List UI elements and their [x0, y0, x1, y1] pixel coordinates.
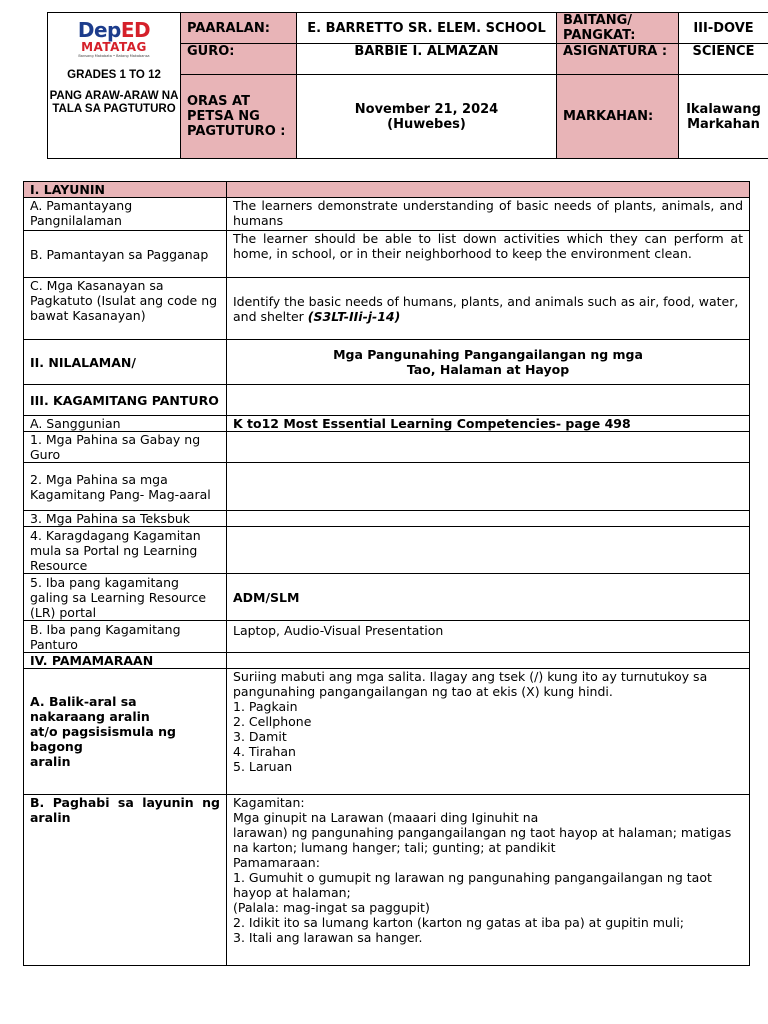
iba-pang-value: ADM/SLM — [227, 574, 750, 621]
matatag-text: MATATAG — [81, 40, 147, 54]
paghabi-line: 2. Idikit ito sa lumang karton (karton ng gatas at iba pa) at gupitin muli; — [233, 915, 685, 930]
markahan-value: Ikalawang Markahan — [679, 75, 768, 159]
oras-date: November 21, 2024 — [354, 101, 499, 117]
grades-label: GRADES 1 TO 12 — [67, 69, 161, 81]
balik-line: Suriing mabuti ang mga salita. Ilagay ang tsek (/) kung ito ay turnutukoy sa pangunahing pangangailangan ng tao at ekis (X) kung hindi. — [233, 669, 708, 699]
paghabi-line: (Palala: mag-ingat sa paggupit) — [233, 900, 430, 915]
iba-kagamitan-value: Laptop, Audio-Visual Presentation — [227, 621, 750, 653]
kagamitan-heading: III. KAGAMITANG PANTURO — [24, 385, 227, 416]
paaralan-label: PAARALAN: — [181, 13, 297, 44]
sanggunian-label: A. Sanggunian — [24, 416, 227, 432]
deped-logo — [54, 19, 174, 59]
paghabi-line: Pamamaraan: — [233, 855, 320, 870]
logo-cell — [48, 13, 181, 159]
kasanayan-value: Identify the basic needs of humans, plants, and animals such as air, food, water, and shelter — [233, 293, 739, 324]
paghabi-line: Mga ginupit na Larawan (maaari ding Iginuhit na — [233, 810, 539, 825]
paghabi-line: larawan) ng pangunahing pangangailangan ng taot hayop at halaman; matigas na karton; lumang hanger; tali; gunting; at pandikit — [233, 825, 732, 855]
layunin-heading-blank — [227, 182, 750, 198]
kasanayan-label: C. Mga Kasanayan sa Pagkatuto (Isulat ang code ng bawat Kasanayan) — [24, 278, 227, 340]
paghabi-line: 3. Itali ang larawan sa hanger. — [233, 930, 423, 945]
iba-kagamitan-label: B. Iba pang Kagamitang Panturo — [24, 621, 227, 653]
nilalaman-value — [227, 340, 750, 385]
pagganap-label: B. Pamantayan sa Pagganap — [24, 231, 227, 278]
balik-line: 4. Tirahan — [233, 744, 296, 759]
paghabi-label: B. Paghabi sa layunin ng aralin — [24, 795, 227, 966]
paghabi-line: 1. Gumuhit o gumupit ng larawan ng pangunahing pangangailangan ng taot hayop at halaman; — [233, 870, 712, 900]
gabay-label: 1. Mga Pahina sa Gabay ng Guro — [24, 432, 227, 463]
guro-value: BARBIE I. ALMAZAN — [297, 44, 557, 75]
header-table — [47, 12, 768, 159]
paghabi-value — [227, 795, 750, 966]
balik-line: 5. Laruan — [233, 759, 293, 774]
oras-day: (Huwebes) — [387, 116, 466, 132]
markahan-label: MARKAHAN: — [557, 75, 679, 159]
pamantayang-value: The learners demonstrate understanding of basic needs of plants, animals, and humans — [227, 198, 750, 231]
balik-line: 3. Damit — [233, 729, 287, 744]
deped-brand-1: Dep — [77, 18, 121, 42]
karagdagang-value — [227, 527, 750, 574]
balik-label — [24, 669, 227, 795]
baitang-label: BAITANG/ PANGKAT: — [557, 13, 679, 44]
kasanayan-value-cell — [227, 278, 750, 340]
kagamitang-pang-value — [227, 463, 750, 511]
balik-line: 2. Cellphone — [233, 714, 312, 729]
paghabi-line: Kagamitan: — [233, 795, 305, 810]
teksbuk-label: 3. Mga Pahina sa Teksbuk — [24, 511, 227, 527]
oras-value — [297, 75, 557, 159]
asignatura-label: ASIGNATURA : — [557, 44, 679, 75]
pamamaraan-blank — [227, 653, 750, 669]
pamantayang-label: A. Pamantayang Pangnilalaman — [24, 198, 227, 231]
pamamaraan-heading: IV. PAMAMARAAN — [24, 653, 227, 669]
kasanayan-code: (S3LT-IIi-j-14) — [307, 308, 401, 324]
gabay-value — [227, 432, 750, 463]
nilalaman-line-1: Mga Pangunahing Pangangailangan ng mga — [333, 347, 643, 362]
pagganap-value: The learner should be able to list down activities which they can perform at home, in school, or in their neighborhood to keep the environment clean. — [227, 231, 750, 278]
sanggunian-value: K to12 Most Essential Learning Competencies- page 498 — [227, 416, 750, 432]
kagamitang-pang-label: 2. Mga Pahina sa mga Kagamitang Pang- Mag-aaral — [24, 463, 227, 511]
balik-label-line-4: aralin — [30, 754, 71, 769]
kagamitan-blank — [227, 385, 750, 416]
balik-label-line-3: at/o pagsisismula ng bagong — [30, 724, 176, 754]
layunin-heading: I. LAYUNIN — [24, 182, 227, 198]
guro-label: GURO: — [181, 44, 297, 75]
paaralan-value: E. BARRETTO SR. ELEM. SCHOOL — [297, 13, 557, 44]
balik-value — [227, 669, 750, 795]
form-title: PANG ARAW-ARAW NA TALA SA PAGTUTURO — [49, 90, 179, 115]
matatag-tagline: Bansang Makabata • Batang Makabansa — [78, 54, 150, 58]
lesson-table — [23, 181, 750, 966]
teksbuk-value — [227, 511, 750, 527]
nilalaman-line-2: Tao, Halaman at Hayop — [406, 362, 570, 377]
balik-line: 1. Pagkain — [233, 699, 298, 714]
deped-brand-2: ED — [120, 18, 151, 42]
baitang-value: III-DOVE — [679, 13, 768, 44]
asignatura-value: SCIENCE — [679, 44, 768, 75]
oras-label: ORAS AT PETSA NG PAGTUTURO : — [181, 75, 297, 159]
nilalaman-label: II. NILALAMAN/ — [24, 340, 227, 385]
balik-label-line-1: A. Balik-aral sa — [30, 694, 137, 709]
iba-pang-label: 5. Iba pang kagamitang galing sa Learning Resource (LR) portal — [24, 574, 227, 621]
balik-label-line-2: nakaraang aralin — [30, 709, 150, 724]
karagdagang-label: 4. Karagdagang Kagamitan mula sa Portal ng Learning Resource — [24, 527, 227, 574]
